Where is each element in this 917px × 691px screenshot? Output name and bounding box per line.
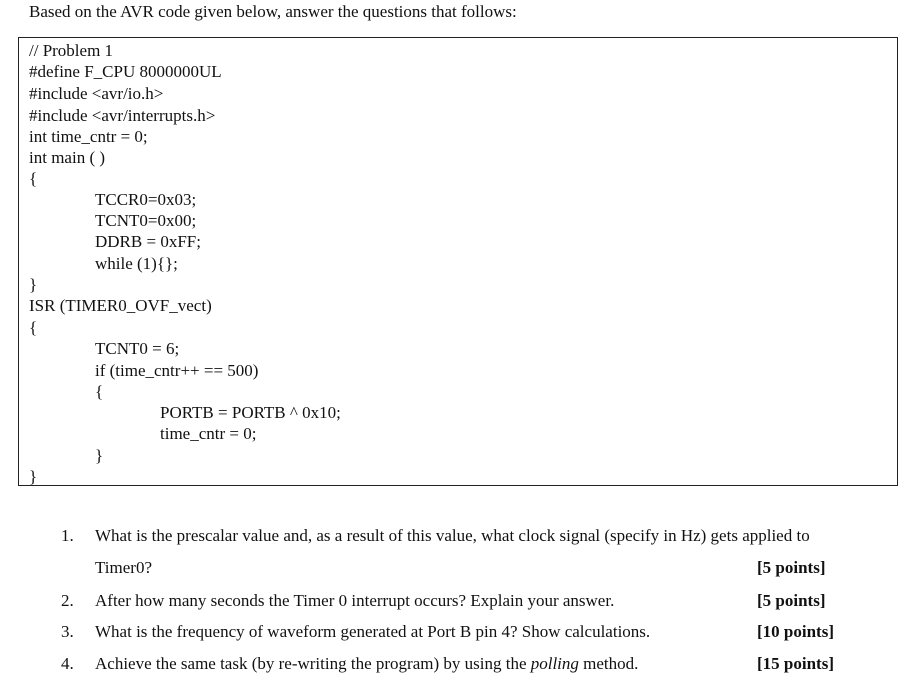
question-number: 3. xyxy=(61,622,74,641)
question-text-part: Achieve the same task (by re-writing the program) by using the xyxy=(95,654,531,673)
code-line-include-io: #include <avr/io.h> xyxy=(29,84,164,103)
instructions-text: Based on the AVR code given below, answer the questions that follows: xyxy=(29,2,517,21)
code-line-main: int main ( ) xyxy=(29,148,106,167)
code-line-close-brace: } xyxy=(95,446,104,465)
question-emphasis: polling xyxy=(530,654,579,673)
question-text xyxy=(95,653,638,675)
question-text: What is the frequency of waveform generated at Port B pin 4? Show calculations. xyxy=(95,622,651,641)
code-line-tcnt0-reload: TCNT0 = 6; xyxy=(95,339,180,358)
code-line-define: #define F_CPU 8000000UL xyxy=(29,62,222,81)
code-line-include-interrupts: #include <avr/interrupts.h> xyxy=(29,106,216,125)
question-text-part: method. xyxy=(578,654,639,673)
code-line-open-brace: { xyxy=(95,382,104,401)
question-number: 1. xyxy=(61,526,74,545)
question-points: [10 points] xyxy=(757,622,834,641)
code-line-if: if (time_cntr++ == 500) xyxy=(95,361,259,380)
question-points: [5 points] xyxy=(757,558,826,577)
code-line-tcnt0-init: TCNT0=0x00; xyxy=(95,211,197,230)
code-line-tccr0: TCCR0=0x03; xyxy=(95,190,197,209)
code-line-portb-toggle: PORTB = PORTB ^ 0x10; xyxy=(160,403,341,422)
question-points: [15 points] xyxy=(757,654,834,673)
code-line-open-brace: { xyxy=(29,318,38,337)
question-points: [5 points] xyxy=(757,591,826,610)
question-number: 2. xyxy=(61,591,74,610)
code-line-ddrb: DDRB = 0xFF; xyxy=(95,232,201,251)
code-line-variable: int time_cntr = 0; xyxy=(29,127,148,146)
code-line-close-brace: } xyxy=(29,467,38,486)
code-line-while: while (1){}; xyxy=(95,254,178,273)
code-line-counter-reset: time_cntr = 0; xyxy=(160,424,257,443)
question-text: What is the prescalar value and, as a result of this value, what clock signal (specify in Hz) gets applied to xyxy=(95,526,810,545)
question-number: 4. xyxy=(61,654,74,673)
question-text: After how many seconds the Timer 0 interrupt occurs? Explain your answer. xyxy=(95,591,615,610)
code-line-close-brace: } xyxy=(29,275,38,294)
code-line-open-brace: { xyxy=(29,169,38,188)
question-text: Timer0? xyxy=(95,558,152,577)
code-line-comment: // Problem 1 xyxy=(29,41,114,60)
code-line-isr: ISR (TIMER0_OVF_vect) xyxy=(29,296,212,315)
